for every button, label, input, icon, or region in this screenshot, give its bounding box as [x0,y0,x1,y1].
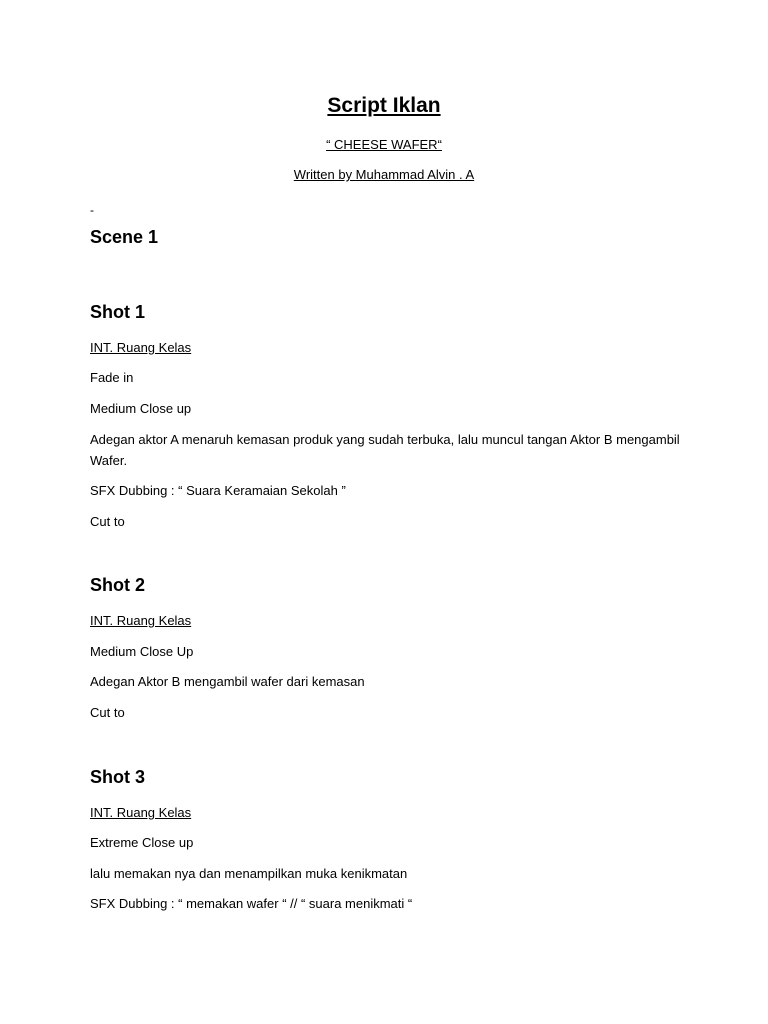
shot-sfx: SFX Dubbing : “ Suara Keramaian Sekolah ” [90,483,346,498]
shot-location: INT. Ruang Kelas [90,613,192,628]
scene-heading: Scene 1 [90,227,159,247]
shot-line: Medium Close up [90,401,192,416]
shot-heading: Shot 3 [90,767,146,787]
shot-line: Extreme Close up [90,835,194,850]
shot-description: lalu memakan nya dan menampilkan muka kenikmatan [90,866,408,881]
shot-transition: Cut to [90,514,125,529]
shot-location: INT. Ruang Kelas [90,805,192,820]
shot-sfx: SFX Dubbing : “ memakan wafer “ // “ suara menikmati “ [90,896,413,911]
shot-description: Adegan aktor A menaruh kemasan produk yang sudah terbuka, lalu muncul tangan Aktor B mengambil Wafer. [90,432,680,468]
author-line: Written by Muhammad Alvin . A [293,167,475,182]
shot-description: Adegan Aktor B mengambil wafer dari kemasan [90,674,365,689]
shot-heading: Shot 2 [90,575,146,595]
document-title: Script Iklan [327,94,441,117]
shot-location: INT. Ruang Kelas [90,340,192,355]
shot-transition: Cut to [90,705,125,720]
product-name: “ CHEESE WAFER“ [326,137,442,152]
separator-mark: - [90,203,94,217]
shot-line: Fade in [90,370,134,385]
shot-heading: Shot 1 [90,302,146,322]
shot-line: Medium Close Up [90,644,194,659]
